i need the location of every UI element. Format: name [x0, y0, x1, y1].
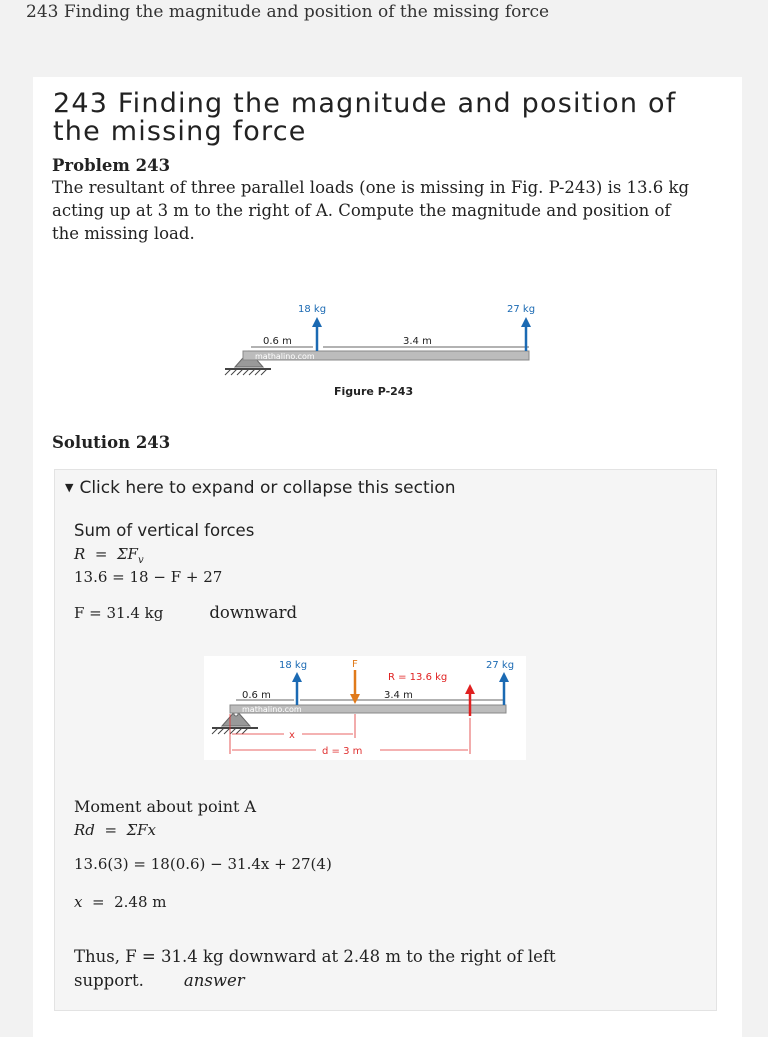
load-18kg: 18 kg	[279, 660, 308, 671]
equation-f: F = 31.4 kg downward	[74, 603, 298, 622]
moment-label: Moment about point A	[74, 797, 257, 816]
sum-forces-label: Sum of vertical forces	[74, 521, 255, 540]
equation-moment: Rd = ΣFx	[74, 821, 157, 839]
problem-text: The resultant of three parallel loads (one is missing in Fig. P-243) is 13.6 kg acting up at 3 m to the right of A. Compute the magnitude and position of the missing load.	[52, 178, 690, 243]
article-card	[33, 77, 742, 1037]
load-f: F	[352, 659, 358, 670]
dim-3-4: 3.4 m	[403, 336, 432, 347]
toggle-label: Click here to expand or collapse this section	[79, 478, 456, 498]
equation-moment-values: 13.6(3) = 18(0.6) − 31.4x + 27(4)	[74, 855, 332, 873]
dim-3-4: 3.4 m	[384, 690, 413, 701]
dim-0-6: 0.6 m	[263, 336, 292, 347]
triangle-down-icon: ▼	[65, 481, 74, 494]
load-18kg: 18 kg	[298, 304, 327, 315]
page-title[interactable]: 243 Finding the magnitude and position of the missing force	[26, 2, 550, 22]
expand-collapse-toggle[interactable]	[65, 478, 705, 498]
solution-heading: Solution 243	[52, 433, 171, 452]
dim-d: d = 3 m	[322, 746, 363, 757]
watermark: mathalino.com	[255, 352, 315, 361]
figure-solution	[204, 656, 526, 760]
watermark: mathalino.com	[242, 705, 302, 714]
solution-collapsible	[54, 469, 717, 1011]
figure-p243	[213, 295, 553, 405]
equation-resultant: $R = \Sigma F_v$	[74, 545, 144, 566]
arrow-up-icon	[312, 317, 322, 351]
article-heading: 243 Finding the magnitude and position of the missing force	[53, 88, 677, 147]
resultant-label: R = 13.6 kg	[388, 672, 448, 683]
answer-label: answer	[183, 971, 245, 990]
load-27kg: 27 kg	[507, 304, 536, 315]
figure-caption: Figure P-243	[334, 385, 414, 398]
problem-heading: Problem 243	[52, 156, 171, 175]
dim-0-6: 0.6 m	[242, 690, 271, 701]
equation-x: x = 2.48 m	[74, 893, 167, 911]
equation-sum: 13.6 = 18 − F + 27	[74, 568, 223, 586]
arrow-up-icon	[521, 317, 531, 351]
load-27kg: 27 kg	[486, 660, 515, 671]
conclusion: Thus, F = 31.4 kg downward at 2.48 m to the right of left support. answer	[74, 947, 556, 990]
dim-x: x	[289, 730, 295, 741]
